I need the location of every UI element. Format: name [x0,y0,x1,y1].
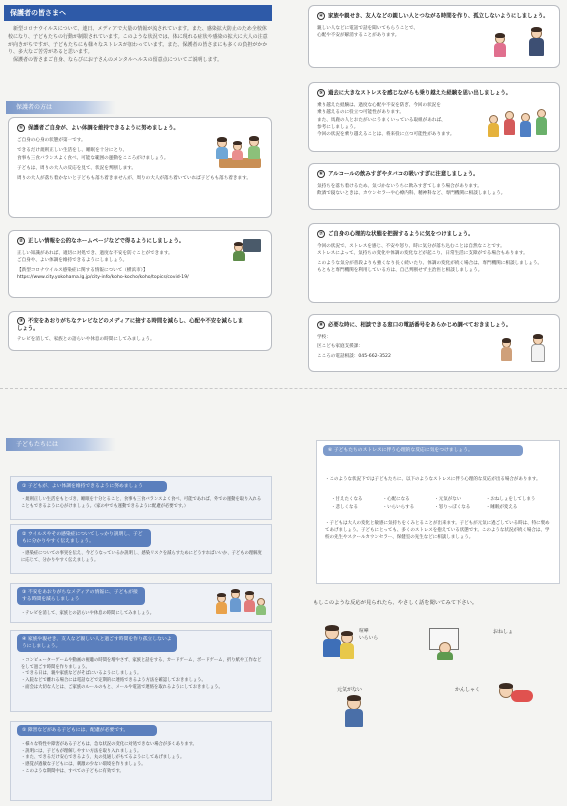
child-item-4-line: ・コンピューターゲームや動画の視聴の時間を増やさず、家族と話をする、カードゲーム、ボードゲーム、折り紙や工作などをして過ごす時間を作りましょう。 [21,658,262,670]
intro-paragraph-2: 保護者の皆さまご自身、ならびにお子さんのメンタルヘルスの留意点についてご説明します。 [13,57,223,63]
child-item-1-title: ① 子どもが、よい体調を維持できるように努めましょう [17,481,167,492]
card-5-title [317,89,551,98]
stress-card-intro: ・このような状況下では子どもたちに、以下のようなストレスに伴う心理的な反応が出る場合があります。 [325,477,541,482]
card-2-title-text: 正しい情報を公的なホームページなどで得るようにしましょう。 [28,238,185,245]
card-8-body [317,334,551,360]
card-3-line: テレビを消して、家族との語らいや休息の時間にしてみましょう。 [17,336,155,342]
guardian-card-7 [308,223,560,303]
card-6-line: 気持ちを落ち着けるため、気づかないうちに飲みすぎてしまう場合があります。 [317,184,482,190]
child-item-5-body [15,739,269,778]
stress-card-title: ⑥ 子どもたちのストレスに伴う心理的な反応に気をつけましょう。 [323,445,523,456]
low-energy-label: 元気がない [337,687,363,693]
card-8-title [317,321,551,330]
tantrum-label: かんしゃく [455,687,481,693]
reaction-item: ・悲しくなる [331,504,358,510]
consultation-illustration [499,339,515,367]
card-5-line: また、馬鹿の人とおたがいにうまくいっている取組があれば、 [317,117,446,123]
reaction-item: ・怒りっぽくなる [434,504,471,510]
cheering-people-illustration [487,107,553,145]
child-item-2 [10,524,272,574]
card-5-number: ⑤ [318,90,324,96]
family-play-illustration [215,586,267,622]
child-section-label: 子どもたちには [16,441,59,448]
guardian-section-label: 保護者の方は [16,104,53,111]
banner-title: 保護者の皆さまへ [10,9,66,17]
card-1-number: ① [18,125,24,131]
computer-user-illustration [233,237,263,263]
counseling-phone-field: こころの電話相談：045-662-3522 [317,353,391,359]
bedwetting-label: おねしょ [493,629,514,635]
card-4-line: 心配や不安が解消することがあります。 [317,33,400,39]
stress-card-outro: ・子どもは大人の変化と敏感に気持ちをくみとることが出来ます。子どもが元気に過ごしている時は、特に褒めてあげましょう。子どもにとっても、多くのストレスを抱えている状態です。このような状況が続く場合は、学校の先生やスクールカウンセラー、保健室の先生などに相談しましょう。 [325,521,550,540]
child-item-5-line: ・また、できるだけ安心できるよう、丸の見通しがもてるようにしてあげましょう。 [21,755,185,761]
guardian-card-3 [8,311,272,351]
child-item-2-body: ・感染症についての事実を伝え、今どうなっているか説明し、感染リスクを減らすためにどうすればいいか、子どもの理解度に応じて、分かりやすく伝えましょう。 [21,551,262,563]
card-1-line: ご自身の心身の状態が第一です。 [17,138,86,144]
fold-divider [0,388,567,389]
low-energy-illustration [339,696,373,736]
card-4-title [317,12,551,21]
reaction-item: ・元気がない [434,497,462,502]
card-6-title-text: アルコールの飲みすぎやタバコの吸いすぎに注意しましょう。 [328,171,479,178]
intro-paragraph-1: 新型コロナウイルスについて、連日、メディアで大量の情報が流されています。また、感染拡大防止のため全校休校になり、子どもたちの行動が制限されています。このような状況では、体に現れる症状や感染の拡大に大人の注意が向きがちですが、子どもたちにも様々なストレスが加わっています。また、保護者の皆さまにも多くの負担がかかり、多大なご苦労があると思います。 [8,26,268,56]
card-2-line: ご自身や、よい体調を維持できるようにしましょう。 [17,258,128,264]
card-1-line: 子どもは、周りの大人の反応を見て、状況を判断します。 [17,166,136,172]
card-4-number: ④ [318,13,324,19]
ward-support-phone-field: 区こども家庭支援課： [317,344,363,350]
reaction-item: ・おねしょをしてしまう [485,497,536,502]
card-2-title [17,237,263,246]
card-1-line: できるだけ規則正しい生活をし、睡眠を十分にとり、 [17,148,128,154]
card-2-body [17,250,231,281]
card-3-number: ③ [18,318,24,324]
child-item-5-line: ・様々な特性や障害がある子どもは、急な状況の変化に対処できない場合が多くあります。 [21,742,197,747]
card-3-title [17,317,247,334]
card-4-title-text: 家族や親せき、友人などの親しい人とつながる時間を作り、孤立しないようにしましょう。 [328,13,549,20]
reaction-item: ・睡眠が変える [485,504,518,510]
card-7-line: ストレスによって、気持ちの変化や体調の変化などが起こり、日常生活に支障がでる場合もあります。 [317,251,528,257]
tantrum-illustration [495,678,541,712]
guardian-card-8 [308,314,560,372]
card-3-body [17,336,263,343]
child-item-5 [10,721,272,801]
guardian-card-4 [308,5,560,68]
child-item-3-body: ・テレビを消して、家族との語らいや休息の時間にしてみましょう。 [21,611,155,616]
child-item-3-title: ③ 不安をあおりがちなメディアの情報に、子どもが接する時間を減らしましょう [17,587,145,605]
child-item-1 [10,476,272,520]
child-item-4 [10,630,272,712]
child-item-4-line: ・面会は大切な人とは、ご家族のルールのもと、メールや電話で連絡を取れるようにしておきましょう。 [21,684,223,690]
card-5-line: 乗り越えた経験は、過度な心配や不安を防ぎ、今回の状況を [317,103,441,109]
child-item-1-body: ・規則正しい生活をもとづき、睡眠を十分とること、食事も三食バランスよく食べ、可能であれば、外での運動を取り入れることもできるように心がけましょう。（家の中でも運動できるように配慮が必要です。） [21,497,262,509]
reaction-item: ・いらいらする [382,504,415,510]
child-item-5-line: ・このような期間中は、すべての子どもに有効です。 [21,768,124,774]
card-6-body [317,183,551,198]
child-item-5-line: ・説明には、子どもが理解しやすい方法を取り入れましょう。 [21,748,142,754]
card-1-line: 食事も三食バランスよく食べ、可能な範囲の運動をこころがけましょう。 [17,155,169,161]
card-1-line: 周りの大人が落ち着かないと子どもも落ち着きませんが、周りの大人が落ち着いていれば子どもも落ち着きます。 [17,176,251,182]
card-7-body [317,243,551,274]
guardian-card-5 [308,82,560,152]
card-5-line: 今回の状況を乗り越えることは、将来役に立つ可能性があります。 [317,132,455,138]
card-8-number: ⑧ [318,322,324,328]
card-7-line: もともと専門機関を利用している方は、自己判断せず主治医と相談しましょう。 [317,268,483,274]
child-item-4-title: ④ 家族や親せき、友人など親しい人と過ごす時間を作り孤立しないようにしましょう。 [17,634,177,652]
card-6-line: 飲酒で寝ないときは、カウンセラーや心療内科、精神科など、専門機関に相談しましょう。 [317,191,506,197]
guardian-card-1 [8,117,272,218]
card-2-url-link[interactable]: https://www.city.yokohama.lg.jp/city-info/koho-kocho/koho/topics/covid-19/ [17,275,189,281]
child-item-4-line: ・入院などで離れる場合には電話などで定期的に連絡できるよう方法を確認しておきましょう。 [21,677,206,683]
card-5-body [317,102,487,139]
card-7-number: ⑦ [318,231,324,237]
reaction-item: ・心配になる [382,497,410,502]
intro-text [8,26,270,65]
card-6-title [317,170,551,179]
anger-label: 喧嘩 いらいら [359,629,379,642]
child-item-3 [10,583,272,623]
card-2-number: ② [18,238,24,244]
child-item-4-line: ・できる日は、親や家族などがそばにいるようにしましょう。 [21,671,142,677]
child-item-5-title: ⑤ 障害などがある子どもには、配慮が必要です。 [17,725,157,736]
card-8-title-text: 必要な時に、相談できる窓口の電話番号をあらかじめ調べておきましょう。 [328,322,512,329]
phone-call-illustration [491,34,509,62]
guardian-banner [4,5,272,21]
card-1-title-text: 保護者ご自身が、よい体調を維持できるように努めましょう。 [28,125,179,132]
reaction-item: ・甘えたくなる [331,497,363,502]
card-7-line: このような気分が普段よりも強くなり長く続いたり、体調の変化が続く場合は、専門機関に相談しましょう。 [317,260,543,266]
bedwetting-illustration [429,624,465,660]
observe-message: もしこのような反応が見られたら、やさしく話を聞いてみて下さい。 [313,600,478,606]
child-item-5-line: ・感覚が過敏な子どもには、刺激の少ない環境を作りましょう。 [21,761,146,767]
guardian-section-heading [6,101,116,114]
card-5-line: 乗り越えるのに役立つ可能性があります。 [317,110,404,116]
counselor-illustration [527,335,549,367]
child-item-4-body [15,655,269,694]
card-3-title-text: 不安をあおりがちなテレビなどのメディアに接する時間を減らし、心配や不安を減らしましょう。 [17,318,244,333]
card-5-line: 参考にしましょう。 [317,125,359,131]
card-7-title [317,230,551,239]
card-5-title-text: 過去に大きなストレスを感じながらも乗り越えた経験を思い出しましょう。 [328,90,512,97]
card-6-number: ⑥ [318,171,324,177]
angry-child-illustration [319,624,359,670]
reaction-illustrations [317,620,563,800]
card-4-line: 親しい人などに電話で話を聞いてもらうことで、 [317,26,418,32]
phone-partner-illustration [525,28,549,62]
child-section-heading [6,438,116,451]
guardian-card-2 [8,230,272,298]
stress-reaction-list [331,497,553,512]
stress-reaction-card [316,440,560,584]
child-item-2-title: ② ウイルスやその感染症についてしっかり説明し、子どもに分かりやすく伝えましょう。 [17,529,151,547]
card-7-title-text: ご自身の心理的な状態を把握するように気をつけましょう。 [328,231,474,238]
school-phone-field: 学校： [317,335,331,341]
card-2-line: 正しい知識があれば、適切に対処でき、過度な不安を防ぐことができます。 [17,251,173,257]
card-7-line: 今回の状況で、ストレスを感じ、不安や怒り、時に気分が落ち込むことは自然なことです。 [317,244,505,250]
card-4-body [317,25,551,40]
card-2-line: 【新型コロナウイルス感染症に関する情報について（横浜市）】 [17,267,148,273]
family-meal-illustration [213,132,265,172]
guardian-card-6 [308,163,560,210]
